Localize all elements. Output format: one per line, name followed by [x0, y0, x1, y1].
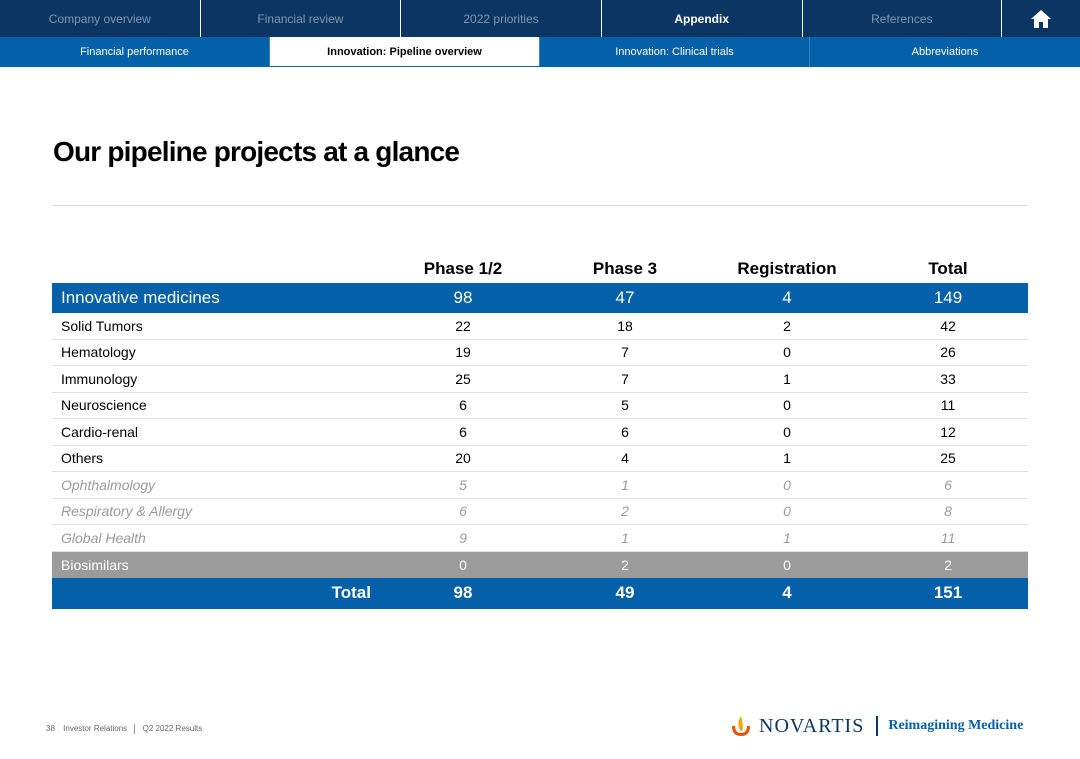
table-header: [52, 255, 1028, 283]
footer-separator: [134, 724, 135, 734]
cell-phase-3: 18: [617, 317, 633, 334]
cell-phase-1-2: 98: [453, 288, 473, 307]
cell-registration: 0: [783, 423, 791, 440]
header-phase-3: Phase 3: [592, 259, 658, 278]
cell-registration: 4: [782, 583, 792, 602]
cell-phase-1-2: 25: [455, 370, 471, 387]
table-row-solid-tumors: [52, 313, 1028, 340]
cell-phase-1-2: 19: [455, 344, 471, 361]
row-label: Respiratory & Allergy: [61, 503, 192, 520]
tab-references[interactable]: References: [803, 0, 1003, 37]
cell-registration: 0: [783, 476, 791, 493]
row-label: Cardio-renal: [61, 423, 139, 440]
cell-phase-3: 7: [621, 370, 629, 387]
home-button[interactable]: [1002, 0, 1080, 37]
brand-separator: [876, 716, 878, 736]
tab-financial-review[interactable]: Financial review: [201, 0, 402, 37]
cell-phase-3: 2: [621, 556, 629, 573]
header-phase-1-2: Phase 1/2: [423, 259, 503, 278]
cell-phase-3: 47: [615, 288, 635, 307]
table-row-cardio-renal: [52, 419, 1028, 446]
cell-total: 12: [940, 423, 956, 440]
brand-tagline: Reimagining Medicine: [888, 718, 1024, 733]
title-divider: [53, 205, 1027, 206]
cell-phase-1-2: 0: [459, 556, 467, 573]
table-row-global-health: [52, 525, 1028, 552]
cell-registration: 0: [783, 556, 791, 573]
cell-phase-1-2: 6: [459, 423, 467, 440]
cell-total: 42: [940, 317, 956, 334]
cell-phase-3: 49: [615, 583, 635, 602]
cell-registration: 0: [783, 503, 791, 520]
cell-registration: 1: [783, 450, 791, 467]
brand-name: NOVARTIS: [759, 714, 865, 737]
sub-navigation: [0, 37, 1080, 67]
cell-phase-1-2: 5: [459, 476, 467, 493]
cell-phase-3: 4: [621, 450, 629, 467]
home-icon: [1030, 9, 1052, 29]
cell-total: 151: [933, 583, 963, 602]
row-label: Innovative medicines: [61, 288, 220, 307]
cell-total: 26: [940, 344, 956, 361]
cell-registration: 1: [783, 370, 791, 387]
table-row-immunology: [52, 366, 1028, 393]
subtab-abbreviations[interactable]: Abbreviations: [911, 46, 979, 58]
subtab-financial-performance[interactable]: Financial performance: [0, 37, 270, 67]
cell-phase-1-2: 22: [455, 317, 471, 334]
novartis-flame-icon: [729, 714, 753, 738]
cell-total: 2: [944, 556, 952, 573]
row-label: Biosimilars: [61, 556, 129, 573]
row-label: Hematology: [61, 344, 136, 361]
row-label: Neuroscience: [61, 397, 147, 414]
cell-phase-3: 6: [621, 423, 629, 440]
table-row-innovative-medicines: [52, 283, 1028, 313]
cell-total: 11: [940, 397, 956, 414]
subtab-pipeline-overview[interactable]: Innovation: Pipeline overview: [270, 37, 540, 67]
footer-report: Q2 2022 Results: [142, 724, 203, 734]
table-row-neuroscience: [52, 393, 1028, 420]
top-navigation: [0, 0, 1080, 37]
page-title: Our pipeline projects at a glance: [53, 136, 460, 167]
pipeline-table: [52, 255, 1028, 609]
subtab-clinical-trials[interactable]: Innovation: Clinical trials: [540, 37, 810, 67]
cell-phase-3: 7: [621, 344, 629, 361]
tab-2022-priorities[interactable]: 2022 priorities: [401, 0, 602, 37]
cell-phase-1-2: 20: [455, 450, 471, 467]
cell-phase-3: 1: [621, 529, 629, 546]
row-label: Ophthalmology: [61, 476, 156, 493]
tab-company-overview[interactable]: Company overview: [0, 0, 201, 37]
cell-phase-1-2: 9: [459, 529, 467, 546]
cell-registration: 0: [783, 397, 791, 414]
cell-phase-1-2: 6: [459, 503, 467, 520]
cell-total: 149: [933, 288, 963, 307]
table-row-hematology: [52, 340, 1028, 367]
page-number: 38: [46, 724, 55, 734]
total-label: Total: [331, 583, 371, 602]
row-label: Immunology: [61, 370, 138, 387]
cell-total: 11: [940, 529, 956, 546]
cell-phase-3: 5: [621, 397, 629, 414]
cell-total: 8: [944, 503, 952, 520]
footer-section: Investor Relations: [63, 724, 128, 734]
header-total: Total: [928, 259, 968, 278]
cell-phase-1-2: 98: [453, 583, 473, 602]
cell-registration: 4: [782, 288, 792, 307]
table-row-others: [52, 446, 1028, 473]
cell-total: 33: [940, 370, 956, 387]
cell-total: 6: [944, 476, 952, 493]
table-row-respiratory-allergy: [52, 499, 1028, 526]
footer: [46, 724, 202, 734]
table-row-ophthalmology: [52, 472, 1028, 499]
brand-logo: [729, 711, 1023, 741]
cell-phase-3: 2: [621, 503, 629, 520]
cell-total: 25: [940, 450, 956, 467]
cell-registration: 1: [783, 529, 791, 546]
table-row-total: [52, 578, 1028, 609]
cell-registration: 2: [783, 317, 791, 334]
cell-phase-3: 1: [621, 476, 629, 493]
row-label: Solid Tumors: [61, 317, 143, 334]
table-row-biosimilars: [52, 552, 1028, 578]
cell-phase-1-2: 6: [459, 397, 467, 414]
row-label: Others: [61, 450, 104, 467]
cell-registration: 0: [783, 344, 791, 361]
tab-appendix[interactable]: Appendix: [602, 0, 803, 37]
header-registration: Registration: [737, 259, 837, 278]
row-label: Global Health: [61, 529, 146, 546]
